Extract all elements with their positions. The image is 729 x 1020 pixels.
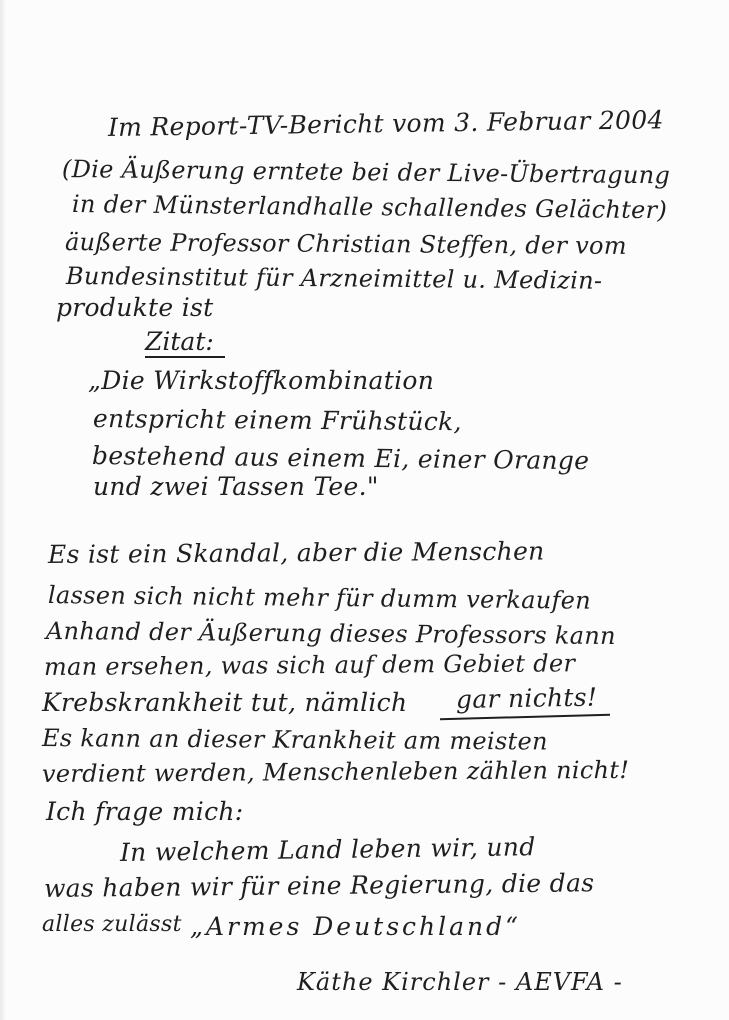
letter-line: man ersehen, was sich auf dem Gebiet der (43, 649, 576, 681)
letter-line: Anhand der Äußerung dieses Professors kann (45, 617, 616, 650)
quote-line: entspricht einem Frühstück, (92, 404, 462, 437)
emphasis-underline (440, 714, 610, 720)
signature: Käthe Kirchler - AEVFA - (297, 968, 623, 996)
quote-line: „Die Wirkstoffkombination (88, 366, 435, 395)
quote-line: bestehend aus einem Ei, einer Orange (91, 441, 590, 476)
quote-line: und zwei Tassen Tee." (93, 472, 379, 501)
letter-line: verdient werden, Menschenleben zählen nicht! (41, 755, 630, 788)
zitat-heading: Zitat: (145, 327, 214, 356)
letter-line: alles zulässt (42, 912, 182, 937)
letter-line: in der Münsterlandhalle schallendes Gelächter) (71, 190, 668, 225)
letter-line: (Die Äußerung erntete bei der Live-Übertragung (61, 155, 671, 190)
emphasis-text: gar nichts! (455, 682, 598, 714)
letter-line: produkte ist (56, 293, 214, 322)
letter-line: Es kann an dieser Krankheit am meisten (41, 724, 548, 756)
letter-line: lassen sich nicht mehr für dumm verkaufen (47, 581, 592, 615)
letter-line: Im Report-TV-Bericht vom 3. Februar 2004 (107, 105, 664, 142)
closing-phrase: „Armes Deutschland“ (190, 912, 521, 941)
zitat-underline (145, 356, 225, 358)
letter-line: Ich frage mich: (46, 797, 244, 826)
letter-line: Es ist ein Skandal, aber die Menschen (47, 536, 545, 569)
letter-line: Krebskrankheit tut, nämlich (42, 688, 408, 717)
letter-line: Bundesinstitut für Arzneimittel u. Medizin- (65, 262, 603, 295)
scan-edge-shadow (0, 0, 6, 1020)
letter-line: In welchem Land leben wir, und (119, 832, 536, 867)
letter-line: äußerte Professor Christian Steffen, der vom (64, 228, 627, 260)
letter-line: was haben wir für eine Regierung, die das (43, 868, 595, 903)
